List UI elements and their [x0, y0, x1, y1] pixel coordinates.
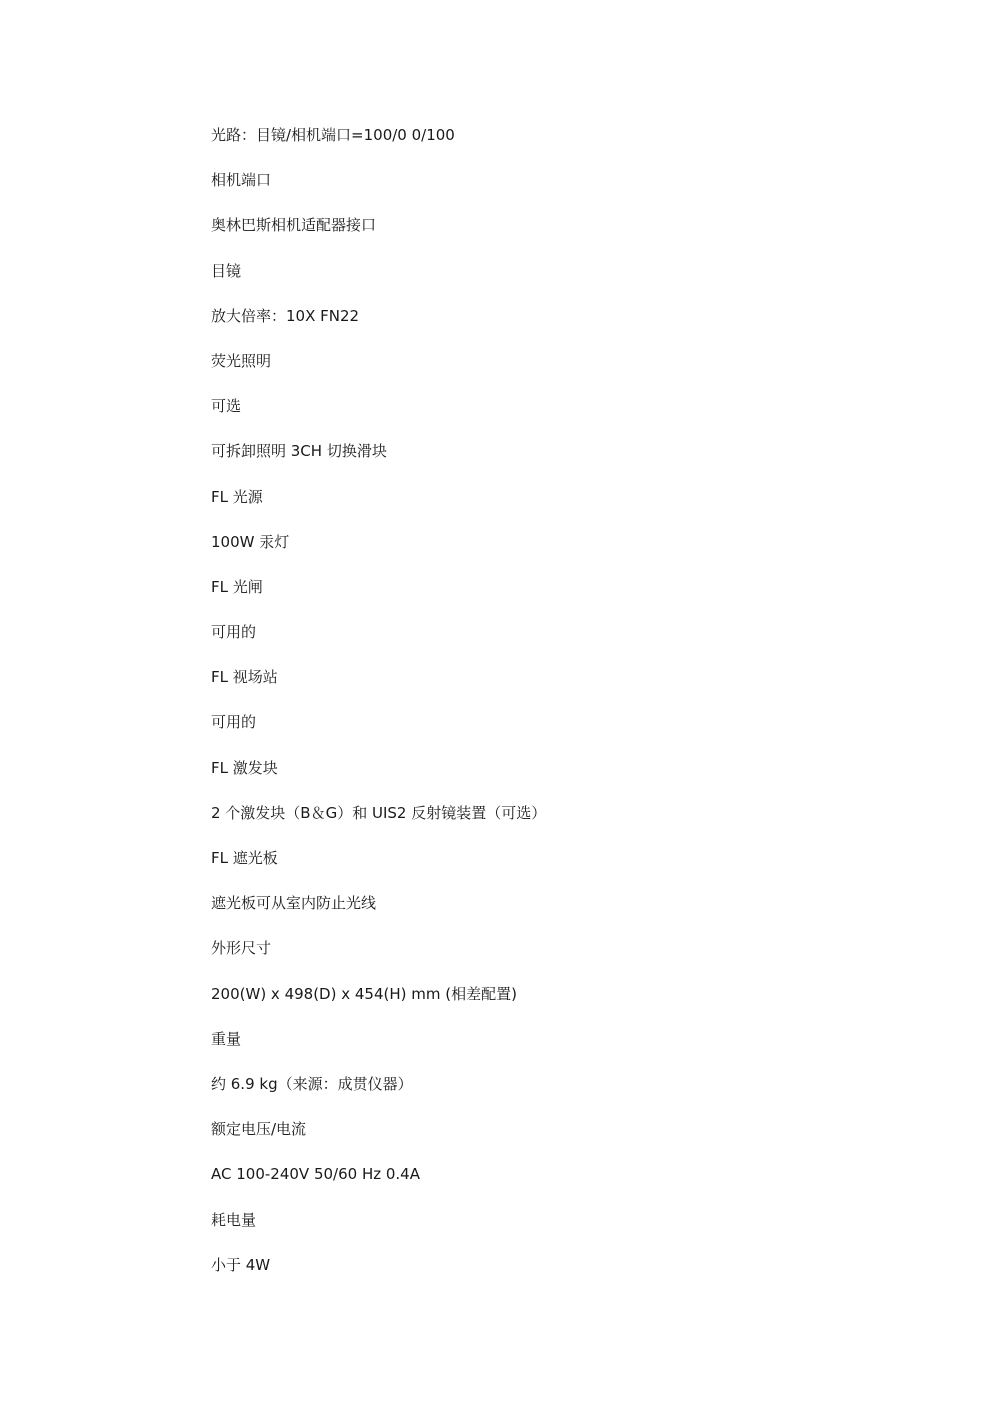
spec-heading-fluorescence-illumination: 荧光照明: [211, 351, 272, 370]
spec-heading-dimensions: 外形尺寸: [211, 939, 272, 958]
spec-value-dimensions: 200(W) x 498(D) x 454(H) mm (相差配置): [211, 984, 517, 1003]
spec-heading-weight: 重量: [211, 1029, 242, 1048]
spec-value-fl-shutter: 可用的: [211, 623, 257, 642]
spec-value-fl-light-source: 100W 汞灯: [211, 532, 290, 551]
spec-value-fl-shield: 遮光板可从室内防止光线: [211, 894, 377, 913]
spec-value-eyepiece: 放大倍率：10X FN22: [211, 306, 360, 325]
spec-heading-fl-shutter: FL 光闸: [211, 577, 263, 596]
spec-value-weight: 约 6.9 kg（来源：成贯仪器）: [211, 1074, 413, 1093]
spec-value-fl-excitation-block: 2 个激发块（B＆G）和 UIS2 反射镜装置（可选）: [211, 803, 547, 822]
spec-value-power-consumption: 小于 4W: [211, 1255, 271, 1274]
spec-heading-fl-shield: FL 遮光板: [211, 849, 278, 867]
spec-line-optical-path: 光路：目镜/相机端口=100/0 0/100: [211, 126, 455, 144]
spec-value-fluorescence-illumination: 可选: [211, 397, 242, 416]
spec-heading-fl-field-stop: FL 视场站: [211, 668, 278, 687]
spec-heading-rated-voltage: 额定电压/电流: [211, 1120, 307, 1139]
spec-heading-eyepiece: 目镜: [211, 261, 242, 280]
spec-heading-fl-excitation-block: FL 激发块: [211, 758, 278, 777]
spec-heading-fl-light-source: FL 光源: [211, 487, 263, 506]
spec-value-fl-field-stop: 可用的: [211, 713, 257, 732]
spec-value-camera-port: 奥林巴斯相机适配器接口: [211, 216, 377, 235]
spec-value-illumination-slider: 可拆卸照明 3CH 切换滑块: [211, 442, 387, 461]
spec-list: [211, 123, 911, 1298]
spec-heading-camera-port: 相机端口: [211, 171, 272, 190]
spec-heading-power-consumption: 耗电量: [211, 1210, 257, 1229]
spec-value-rated-voltage: AC 100-240V 50/60 Hz 0.4A: [211, 1165, 420, 1184]
